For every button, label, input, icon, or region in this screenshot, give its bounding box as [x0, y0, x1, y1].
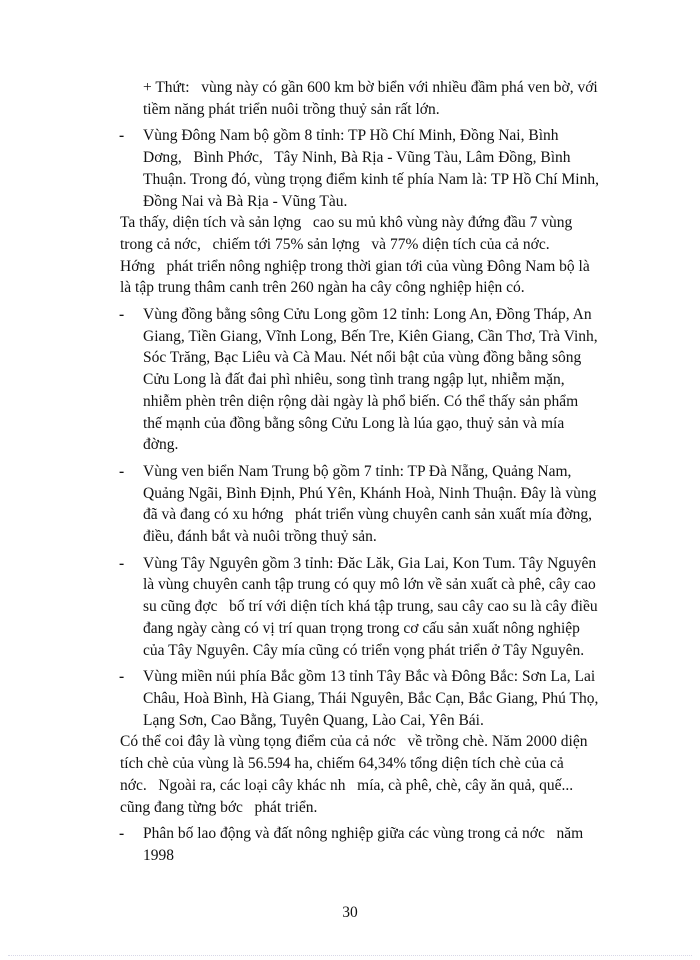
page-number: 30 — [342, 904, 358, 921]
text-line: Châu, Hoà Bình, Hà Giang, Thái Nguyên, Bắc Cạn, Bắc Giang, Phú Thọ, — [143, 689, 599, 707]
document-page — [0, 77, 700, 867]
text-line: là tập trung thâm canh trên 260 ngàn ha cây công nghiệp hiện có. — [120, 279, 525, 297]
text-line: Giang, Tiền Giang, Vĩnh Long, Bến Tre, Kiên Giang, Cần Thơ, Trà Vinh, — [143, 327, 598, 345]
text-line: Vùng miền núi phía Bắc gồm 13 tỉnh Tây Bắc và Đông Bắc: Sơn La, Lai — [143, 668, 596, 686]
bullet-marker: - — [119, 825, 125, 843]
text-line: Thuận. Trong đó, vùng trọng điểm kinh tế phía Nam là: TP Hồ Chí Minh, — [143, 170, 599, 188]
bullet-item — [119, 125, 668, 212]
text-line: Vùng đồng bằng sông Cửu Long gồm 12 tỉnh: Long An, Đồng Tháp, An — [143, 306, 592, 324]
bullet-item — [119, 553, 668, 662]
text-line: Quảng Ngãi, Bình Định, Phú Yên, Khánh Hoà, Ninh Thuận. Đây là vùng — [143, 484, 597, 502]
text-line: tích chè của vùng là 56.594 ha, chiếm 64,34% tổng diện tích chè của cả — [120, 755, 564, 773]
text-line: Cửu Long là đất đai phì nhiêu, song tình trang ngập lụt, nhiễm mặn, — [143, 371, 565, 389]
bullet-item — [119, 823, 668, 866]
text-line: điều, đánh bắt và nuôi trồng thuỷ sản. — [143, 528, 377, 546]
text-line: Vùng Tây Nguyên gồm 3 tỉnh: Đăc Lăk, Gia Lai, Kon Tum. Tây Nguyên — [143, 554, 597, 572]
bullet-marker: - — [119, 554, 125, 572]
bullet-item — [119, 304, 668, 456]
bullet-item — [119, 461, 668, 548]
text-line: Phân bố lao động và đất nông nghiệp giữa các vùng trong cả nớc năm — [143, 825, 584, 843]
text-line: đờng. — [143, 436, 179, 454]
text-line: Vùng Đông Nam bộ gồm 8 tỉnh: TP Hồ Chí Minh, Đồng Nai, Bình — [143, 127, 559, 145]
bullet-marker: - — [119, 306, 125, 324]
text-line: Sóc Trăng, Bạc Liêu và Cà Mau. Nét nổi bật của vùng đồng bằng sông — [143, 349, 582, 367]
bullet-item — [119, 666, 668, 731]
text-line: tiềm năng phát triển nuôi trồng thuỷ sản rất lớn. — [143, 100, 440, 118]
text-line: Đồng Nai và Bà Rịa - Vũng Tàu. — [143, 192, 348, 210]
text-line: + Thứt: vùng này có gần 600 km bờ biển với nhiều đầm phá ven bờ, với — [143, 79, 598, 96]
text-line: 1998 — [143, 846, 174, 864]
text-line: là vùng chuyên canh tập trung có quy mô lớn về sản xuất cà phê, cây cao — [143, 576, 596, 594]
text-line: đang ngày càng có vị trí quan trọng trong cơ cấu sản xuất nông nghiệp — [143, 619, 580, 637]
text-line: đã và đang có xu hớng phát triển vùng chuyên canh sản xuất mía đờng, — [143, 506, 592, 524]
text-line: trong cả nớc, chiếm tới 75% sản lợng và 77% diện tích của cả nớc. — [120, 235, 550, 253]
paragraph — [120, 212, 665, 299]
text-line: nhiễm phèn trên diện rộng dài ngày là phổ biến. Có thể thấy sản phẩm — [143, 392, 579, 410]
bullet-marker: - — [119, 462, 125, 480]
text-line: su cũng đợc bố trí với diện tích khá tập trung, sau cây cao su là cây điều — [143, 598, 598, 616]
text-line: Vùng ven biển Nam Trung bộ gồm 7 tỉnh: TP Đà Nẵng, Quảng Nam, — [143, 462, 572, 480]
bullet-marker: - — [119, 668, 125, 686]
paragraph — [143, 77, 668, 120]
text-line: Có thể coi đây là vùng tọng điểm của cả nớc về trồng chè. Năm 2000 diện — [120, 733, 588, 751]
text-line: Hớng phát triển nông nghiệp trong thời gian tới của vùng Đông Nam bộ là — [120, 257, 590, 275]
text-line: thế mạnh của đồng bằng sông Cửu Long là lúa gạo, thuỷ sản và mía — [143, 414, 565, 432]
paragraph — [120, 731, 665, 818]
bullet-marker: - — [119, 127, 125, 145]
text-line: của Tây Nguyên. Cây mía cũng có triển vọng phát triển ở Tây Nguyên. — [143, 641, 585, 659]
text-line: cũng đang từng bớc phát triển. — [120, 798, 318, 816]
text-line: Lạng Sơn, Cao Bằng, Tuyên Quang, Lào Cai, Yên Bái. — [143, 711, 484, 729]
text-line: Dơng, Bình Phớc, Tây Ninh, Bà Rịa - Vũng Tàu, Lâm Đồng, Bình — [143, 149, 571, 167]
text-line: nớc. Ngoài ra, các loại cây khác nh mía, cà phê, chè, cây ăn quả, quế... — [120, 776, 574, 794]
text-line: Ta thấy, diện tích và sản lợng cao su mủ khô vùng này đứng đầu 7 vùng — [120, 214, 573, 232]
page-break-divider — [8, 955, 692, 956]
